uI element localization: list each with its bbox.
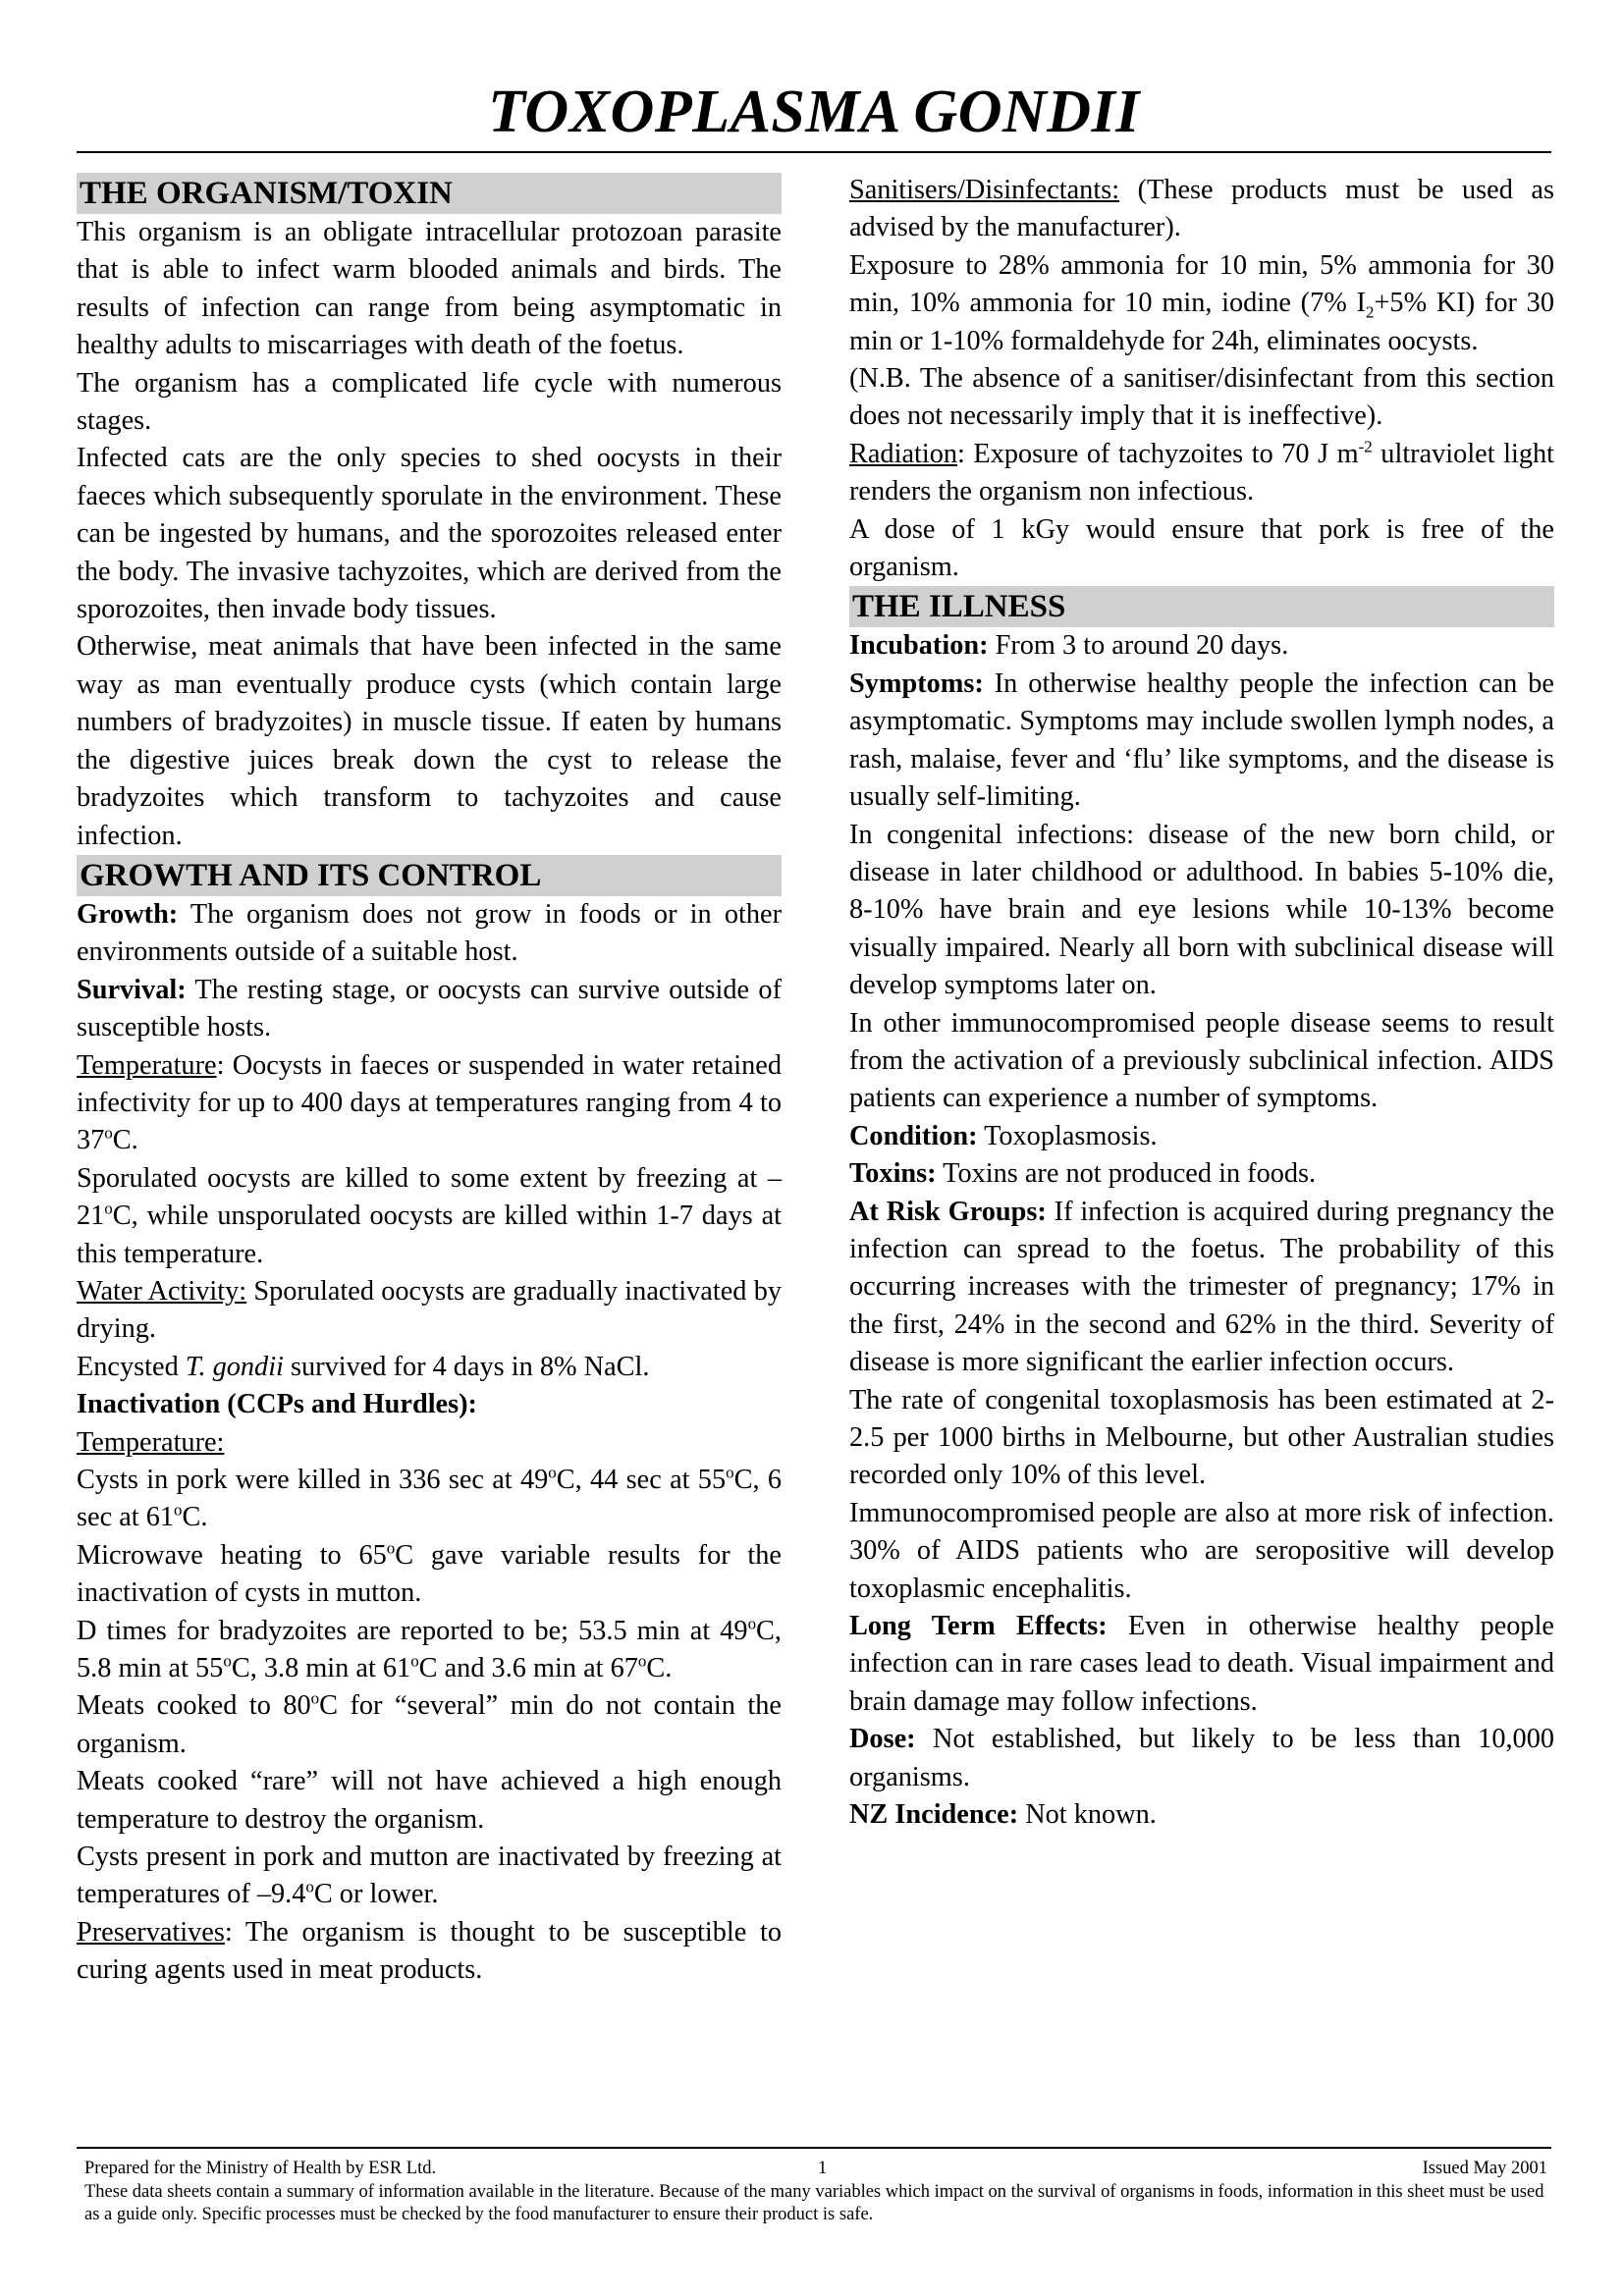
degree-sign: o [104, 1199, 113, 1218]
temperature-label: Temperature [77, 1049, 217, 1081]
dose-label: Dose: [849, 1724, 916, 1755]
long-term-effects-label: Long Term Effects: [849, 1611, 1108, 1642]
freezing-text: Cysts present in pork and mutton are inactivated by freezing at temperatures of –9.4 [77, 1842, 782, 1910]
d-times-text-2: C, 5.8 min at 55 [77, 1615, 782, 1684]
temperature-text: : Oocysts in faeces or suspended in water retained infectivity for up to 400 days at temperatures ranging from 4 to 37 [77, 1049, 782, 1156]
exposure-paragraph [849, 247, 1554, 360]
preservatives-text: : The organism is thought to be susceptible to curing agents used in meat products. [77, 1916, 782, 1986]
dose-paragraph [849, 1721, 1554, 1796]
encysted-paragraph [77, 1349, 782, 1386]
organism-paragraph-3: Infected cats are the only species to shed oocysts in their faeces which subsequently sporulate in the environment. These can be ingested by humans, and the sporozoites released enter the body. The invasive tachyzoites, which are derived from the sporozoites, then invade body tissues. [77, 443, 782, 625]
organism-paragraph-1: This organism is an obligate intracellular protozoan parasite that is able to infect warm blooded animals and birds. The results of infection can range from being asymptomatic in healthy adults to miscarriages with death of the foetus. [77, 217, 782, 361]
title-divider [77, 151, 1551, 153]
d-times-text-1: D times for bradyzoites are reported to be; 53.5 min at 49 [77, 1615, 748, 1646]
survival-text: The resting stage, or oocysts can survive outside of susceptible hosts. [77, 974, 782, 1043]
long-term-effects-paragraph [849, 1608, 1554, 1721]
degree-sign: o [223, 1651, 232, 1671]
long-term-effects-text: Even in otherwise healthy people infection can in rare cases lead to death. Visual impairment and brain damage may follow infections. [849, 1611, 1554, 1717]
preservatives-label: Preservatives [77, 1916, 225, 1948]
d-times-text-3: C, 3.8 min at 61 [231, 1653, 411, 1684]
organism-paragraph-4: Otherwise, meat animals that have been infected in the same way as man eventually produce cysts (which contain large numbers of bradyzoites) in muscle tissue. If eaten by humans the digestive juices break down the cyst to release the bradyzoites which transform to tachyzoites and cause infection. [77, 631, 782, 851]
encysted-text-end: survived for 4 days in 8% NaCl. [283, 1351, 650, 1382]
symptoms-label: Symptoms: [849, 667, 984, 699]
radiation-superscript: -2 [1358, 437, 1373, 456]
inactivation-heading [77, 1386, 782, 1423]
degree-sign: o [410, 1651, 419, 1671]
organism-paragraph-2: The organism has a complicated life cycle with numerous stages. [77, 367, 782, 437]
section-heading-organism: THE ORGANISM/TOXIN [77, 173, 782, 214]
temperature-paragraph [77, 1047, 782, 1160]
preservatives-paragraph [77, 1914, 782, 1990]
sporulated-paragraph [77, 1160, 782, 1273]
page-number: 1 [818, 2159, 828, 2178]
section-heading-growth: GROWTH AND ITS CONTROL [77, 855, 782, 896]
toxins-paragraph [849, 1155, 1554, 1193]
toxins-label: Toxins: [849, 1158, 937, 1190]
cysts-text-4: C. [182, 1502, 208, 1533]
water-activity-label: Water Activity: [77, 1275, 247, 1307]
at-risk-label: At Risk Groups: [849, 1196, 1047, 1227]
growth-label: Growth: [77, 898, 179, 930]
degree-sign: o [548, 1463, 557, 1482]
nz-incidence-text: Not known. [1018, 1799, 1157, 1831]
radiation-label: Radiation [849, 438, 958, 469]
inactivation-temperature-label: Temperature: [77, 1426, 225, 1458]
footer-disclaimer: These data sheets contain a summary of information available in the literature. Because of the many variables which impact on the survival of organisms in foods, information in this sheet must be used as a guide only. Specific processes must be checked by the food manufacturer to ensure their product is safe. [84, 2182, 1544, 2224]
immunocompromised-risk-paragraph: Immunocompromised people are also at more risk of infection. 30% of AIDS patients who are seropositive will develop toxoplasmic encephalitis. [849, 1497, 1554, 1604]
degree-sign: o [174, 1500, 183, 1520]
issue-date: Issued May 2001 [1422, 2159, 1547, 2178]
incubation-label: Incubation: [849, 630, 989, 662]
condition-paragraph [849, 1118, 1554, 1155]
growth-text: The organism does not grow in foods or in other environments outside of a suitable host. [77, 898, 782, 968]
radiation-text-end: ultraviolet light renders the organism non infectious. [849, 438, 1555, 507]
degree-sign: o [305, 1878, 314, 1897]
cysts-text-2: C, 44 sec at 55 [556, 1465, 727, 1495]
nz-incidence-paragraph [849, 1796, 1554, 1834]
meats-cooked-paragraph [77, 1687, 782, 1763]
toxins-text: Toxins are not produced in foods. [936, 1158, 1317, 1190]
degree-sign: o [310, 1689, 320, 1709]
radiation-paragraph [849, 436, 1554, 511]
congenital-paragraph: In congenital infections: disease of the new born child, or disease in later childhood or adulthood. In babies 5-10% die, 8-10% have brain and eye lesions while 10-13% become visually impaired. Nearly all born with subclinical disease will develop symptoms later on. [849, 819, 1554, 1001]
right-column [849, 172, 1554, 1834]
inactivation-temperature-heading [77, 1424, 782, 1462]
incubation-text: From 3 to around 20 days. [988, 630, 1289, 662]
iodine-subscript: 2 [1365, 302, 1375, 322]
cysts-pork-paragraph [77, 1462, 782, 1537]
section-heading-illness: THE ILLNESS [849, 586, 1554, 627]
inactivation-label: Inactivation (CCPs and Hurdles): [77, 1389, 477, 1420]
freezing-text-end: C or lower. [313, 1879, 439, 1910]
encysted-text: Encysted [77, 1351, 186, 1382]
temperature-text-end: C. [112, 1125, 138, 1156]
left-column [77, 173, 782, 1990]
nz-incidence-label: NZ Incidence: [849, 1799, 1019, 1831]
symptoms-paragraph [849, 666, 1554, 817]
water-activity-text: Sporulated oocysts are gradually inactivated by drying. [77, 1275, 782, 1345]
cysts-text-1: Cysts in pork were killed in 336 sec at 49 [77, 1465, 549, 1495]
footer-prepared: Prepared for the Ministry of Health by ESR Ltd. [84, 2159, 437, 2178]
degree-sign: o [104, 1123, 113, 1143]
sanitisers-paragraph [849, 172, 1554, 247]
radiation-text: : Exposure of tachyzoites to 70 J m [957, 438, 1359, 469]
growth-paragraph [77, 896, 782, 972]
d-times-paragraph [77, 1613, 782, 1688]
microwave-text: Microwave heating to 65 [77, 1539, 387, 1571]
symptoms-text: In otherwise healthy people the infection can be asymptomatic. Symptoms may include swollen lymph nodes, a rash, malaise, fever and ‘flu’ like symptoms, and the disease is usually self-limiting. [849, 667, 1554, 813]
meats-rare-paragraph: Meats cooked “rare” will not have achieved a high enough temperature to destroy the organism. [77, 1766, 782, 1835]
water-activity-paragraph [77, 1273, 782, 1349]
d-times-text-5: C. [646, 1653, 673, 1684]
exposure-text: Exposure to 28% ammonia for 10 min, 5% ammonia for 30 min, 10% ammonia for 10 min, iodine (7% I [849, 249, 1554, 319]
incubation-paragraph [849, 627, 1554, 665]
at-risk-paragraph [849, 1194, 1554, 1382]
condition-text: Toxoplasmosis. [977, 1120, 1158, 1151]
degree-sign: o [637, 1651, 647, 1671]
dose-text: Not established, but likely to be less than 10,000 organisms. [849, 1724, 1554, 1792]
degree-sign: o [747, 1614, 757, 1633]
condition-label: Condition: [849, 1120, 978, 1151]
sanitisers-label: Sanitisers/Disinfectants: [849, 175, 1120, 205]
dose-kgy-paragraph: A dose of 1 kGy would ensure that pork is free of the organism. [849, 513, 1554, 583]
microwave-paragraph [77, 1537, 782, 1613]
footer [84, 2158, 1547, 2226]
species-name: T. gondii [185, 1351, 284, 1382]
microwave-text-end: C gave variable results for the inactivation of cysts in mutton. [77, 1539, 782, 1609]
rate-paragraph: The rate of congenital toxoplasmosis has been estimated at 2-2.5 per 1000 births in Melbourne, but other Australian studies recorded only 10% of this level. [849, 1384, 1554, 1491]
immunocompromised-paragraph: In other immunocompromised people disease seems to result from the activation of a previously subclinical infection. AIDS patients can experience a number of symptoms. [849, 1007, 1554, 1114]
footer-divider [77, 2147, 1551, 2149]
nb-paragraph: (N.B. The absence of a sanitiser/disinfectant from this section does not necessarily imply that it is ineffective). [849, 363, 1554, 432]
page-title: TOXOPLASMA GONDII [488, 79, 1140, 145]
meats-text-end: C for “several” min do not contain the organism. [77, 1690, 782, 1759]
meats-text: Meats cooked to 80 [77, 1690, 311, 1722]
sanitisers-text: (These products must be used as advised by the manufacturer). [849, 175, 1554, 243]
sporulated-text: Sporulated oocysts are killed to some extent by freezing at –21 [77, 1162, 782, 1232]
at-risk-text: If infection is acquired during pregnancy the infection can spread to the foetus. The probability of this occurring increases with the trimester of pregnancy; 17% in the first, 24% in the second and 62% in the third. Severity of disease is more significant the earlier infection occurs. [849, 1196, 1554, 1378]
freezing-paragraph [77, 1839, 782, 1914]
d-times-text-4: C and 3.6 min at 67 [418, 1653, 638, 1684]
survival-label: Survival: [77, 974, 187, 1005]
degree-sign: o [386, 1538, 396, 1558]
sporulated-text-end: C, while unsporulated oocysts are killed within 1-7 days at this temperature. [77, 1201, 782, 1269]
degree-sign: o [726, 1463, 734, 1482]
survival-paragraph [77, 972, 782, 1047]
cysts-text-3: C, 6 sec at 61 [77, 1465, 782, 1533]
exposure-text-end: +5% KI) for 30 min or 1-10% formaldehyde for 24h, eliminates oocysts. [849, 288, 1554, 356]
